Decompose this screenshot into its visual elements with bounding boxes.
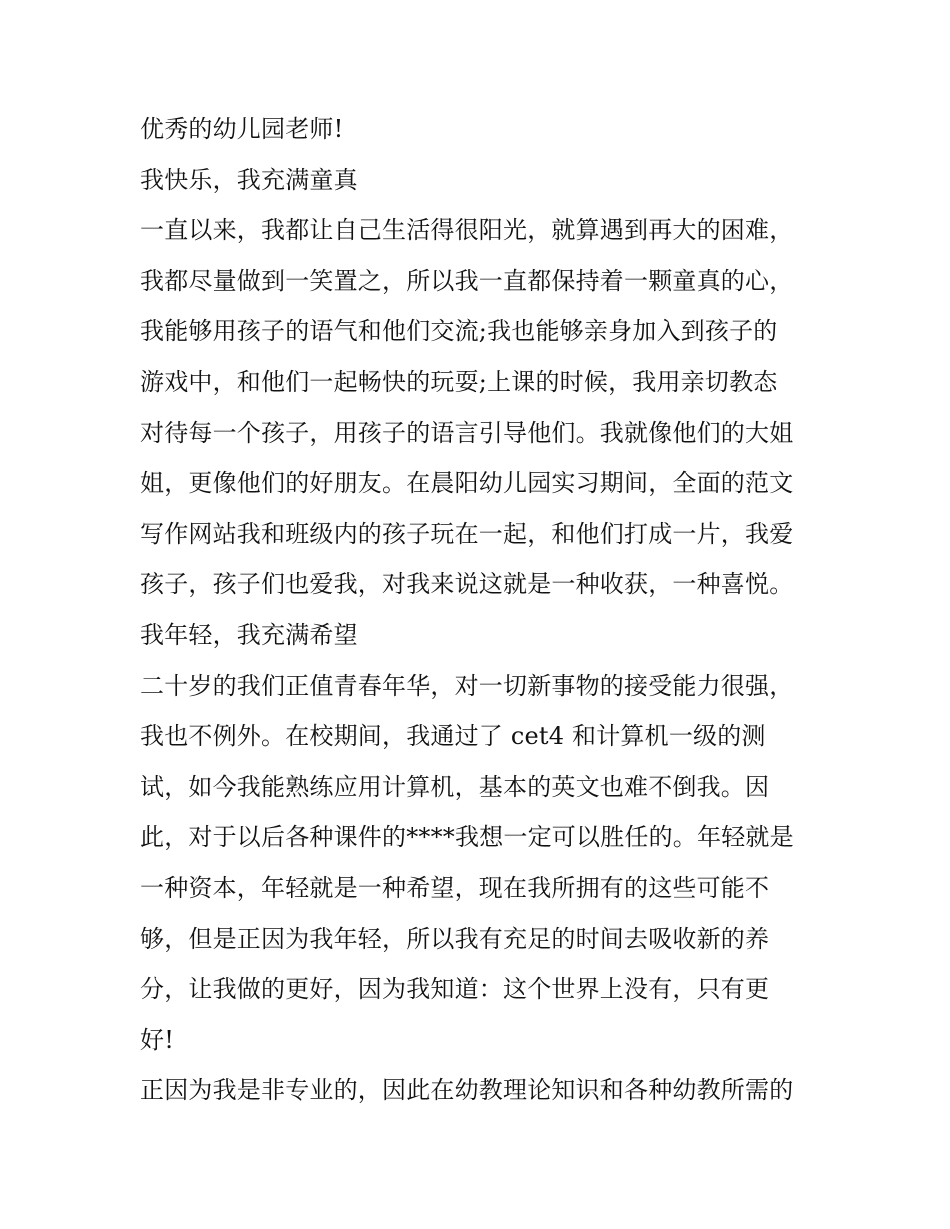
paragraph-line: 一种资本，年轻就是一种希望，现在我所拥有的这些可能不: [140, 873, 770, 902]
paragraph-line: 好!: [140, 1025, 175, 1054]
paragraph-line: 我都尽量做到一笑置之，所以我一直都保持着一颗童真的心，: [140, 266, 794, 295]
section-heading-young: 我年轻，我充满希望: [140, 620, 358, 649]
paragraph-line: 一直以来，我都让自己生活得很阳光，就算遇到再大的困难，: [140, 216, 794, 245]
paragraph-line: 我能够用孩子的语气和他们交流;我也能够亲身加入到孩子的: [140, 317, 778, 346]
paragraph-line: 分，让我做的更好，因为我知道：这个世界上没有，只有更: [140, 975, 770, 1004]
document-body: [140, 104, 820, 1116]
paragraph-line: 够，但是正因为我年轻，所以我有充足的时间去吸收新的养: [140, 924, 770, 953]
paragraph-line: 试，如今我能熟练应用计算机，基本的英文也难不倒我。因: [140, 772, 770, 801]
paragraph-line: 正因为我是非专业的，因此在幼教理论知识和各种幼教所需的: [140, 1076, 794, 1105]
section-heading-happy: 我快乐，我充满童真: [140, 165, 358, 194]
heading-line: 优秀的幼儿园老师!: [140, 115, 344, 143]
paragraph-line: 孩子，孩子们也爱我，对我来说这就是一种收获，一种喜悦。: [140, 570, 794, 599]
paragraph-line: 游戏中，和他们一起畅快的玩耍;上课的时候，我用亲切教态: [140, 367, 778, 396]
paragraph-line: 二十岁的我们正值青春年华，对一切新事物的接受能力很强，: [140, 671, 794, 700]
paragraph-line: 对待每一个孩子，用孩子的语言引导他们。我就像他们的大姐: [140, 418, 794, 447]
paragraph-line: 我也不例外。在校期间，我通过了 cet4 和计算机一级的测: [140, 722, 766, 751]
paragraph-line: 姐，更像他们的好朋友。在晨阳幼儿园实习期间，全面的范文: [140, 469, 794, 498]
paragraph-line: 此，对于以后各种课件的****我想一定可以胜任的。年轻就是: [140, 823, 794, 852]
paragraph-line: 写作网站我和班级内的孩子玩在一起，和他们打成一片，我爱: [140, 519, 794, 548]
